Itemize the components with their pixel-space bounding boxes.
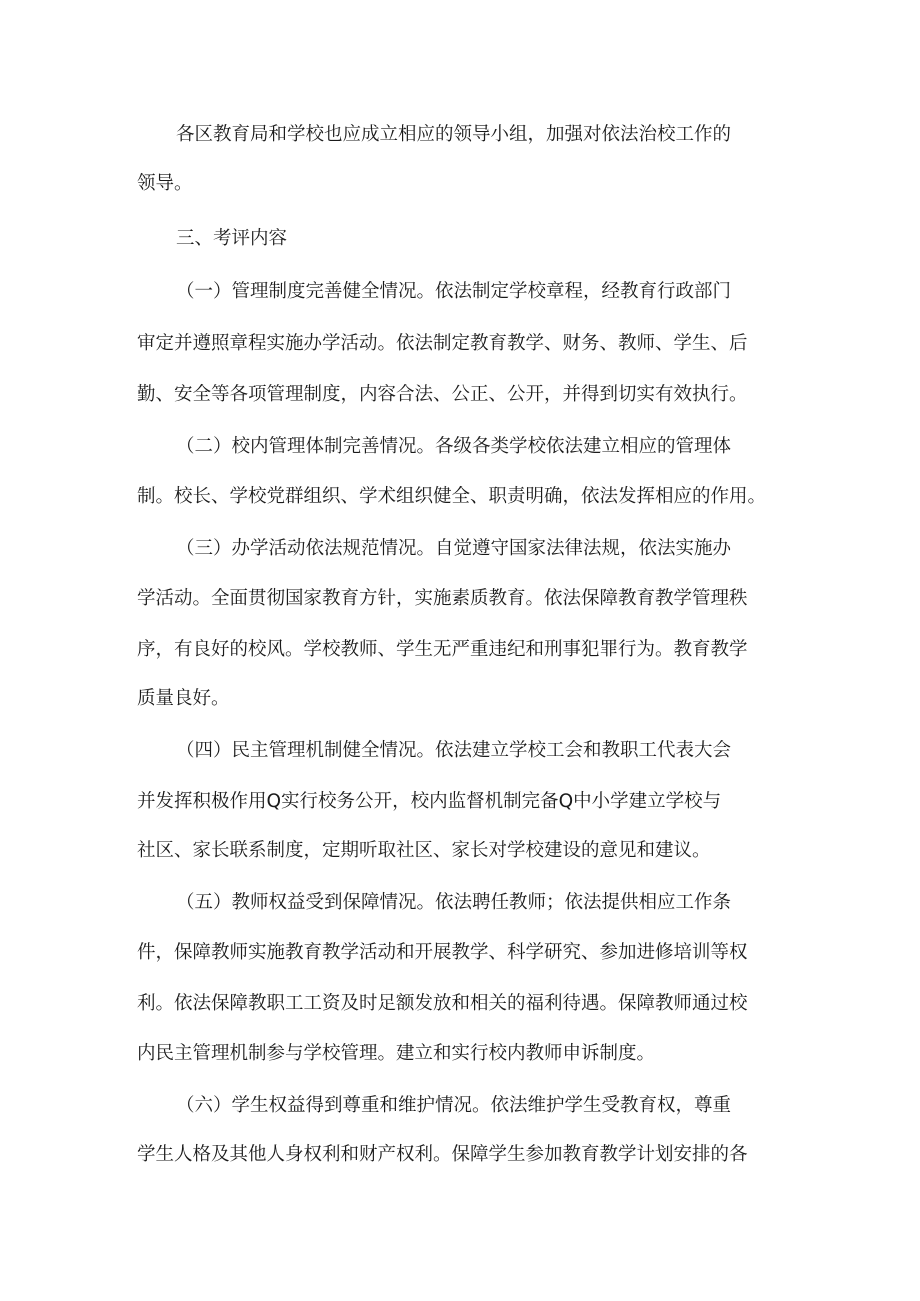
text-line: 学生人格及其他人身权利和财产权利。保障学生参加教育教学计划安排的各 (137, 1144, 748, 1165)
text-line: 并发挥积极作用Q实行校务公开，校内监督机制完备Q中小学建立学校与 (137, 791, 722, 812)
text-line: 勤、安全等各项管理制度，内容合法、公正、公开，并得到切实有效执行。 (137, 384, 748, 405)
text-line: （三）办学活动依法规范情况。自觉遵守国家法律法规，依法实施办 (176, 538, 732, 559)
text-line: （二）校内管理体制完善情况。各级各类学校依法建立相应的管理体 (176, 436, 732, 457)
text-line: 内民主管理机制参与学校管理。建立和实行校内教师申诉制度。 (137, 1043, 656, 1064)
text-line: 社区、家长联系制度，定期听取社区、家长对学校建设的意见和建议。 (137, 840, 711, 861)
text-line: 学活动。全面贯彻国家教育方针，实施素质教育。依法保障教育教学管理秩 (137, 588, 748, 609)
text-line: 序，有良好的校风。学校教师、学生无严重违纪和刑事犯罪行为。教育教学 (137, 639, 748, 660)
section-heading: 三、考评内容 (176, 228, 288, 249)
text-line: 领导。 (137, 173, 193, 194)
text-line: 件，保障教师实施教育教学活动和开展教学、科学研究、参加进修培训等权 (137, 942, 748, 963)
text-line: 利。依法保障教职工工资及时足额发放和相关的福利待遇。保障教师通过校 (137, 993, 748, 1014)
text-line: （一）管理制度完善健全情况。依法制定学校章程，经教育行政部门 (176, 281, 732, 302)
text-line: （五）教师权益受到保障情况。依法聘任教师；依法提供相应工作条 (176, 892, 732, 913)
text-line: 审定并遵照章程实施办学活动。依法制定教育教学、财务、教师、学生、后 (137, 333, 748, 354)
text-line: 制。校长、学校党群组织、学术组织健全、职责明确，依法发挥相应的作用。 (137, 486, 767, 507)
text-line: 质量良好。 (137, 688, 230, 709)
text-line: （四）民主管理机制健全情况。依法建立学校工会和教职工代表大会 (176, 740, 732, 761)
text-line: （六）学生权益得到尊重和维护情况。依法维护学生受教育权，尊重 (176, 1095, 732, 1116)
text-line: 各区教育局和学校也应成立相应的领导小组，加强对依法治校工作的 (176, 124, 732, 145)
